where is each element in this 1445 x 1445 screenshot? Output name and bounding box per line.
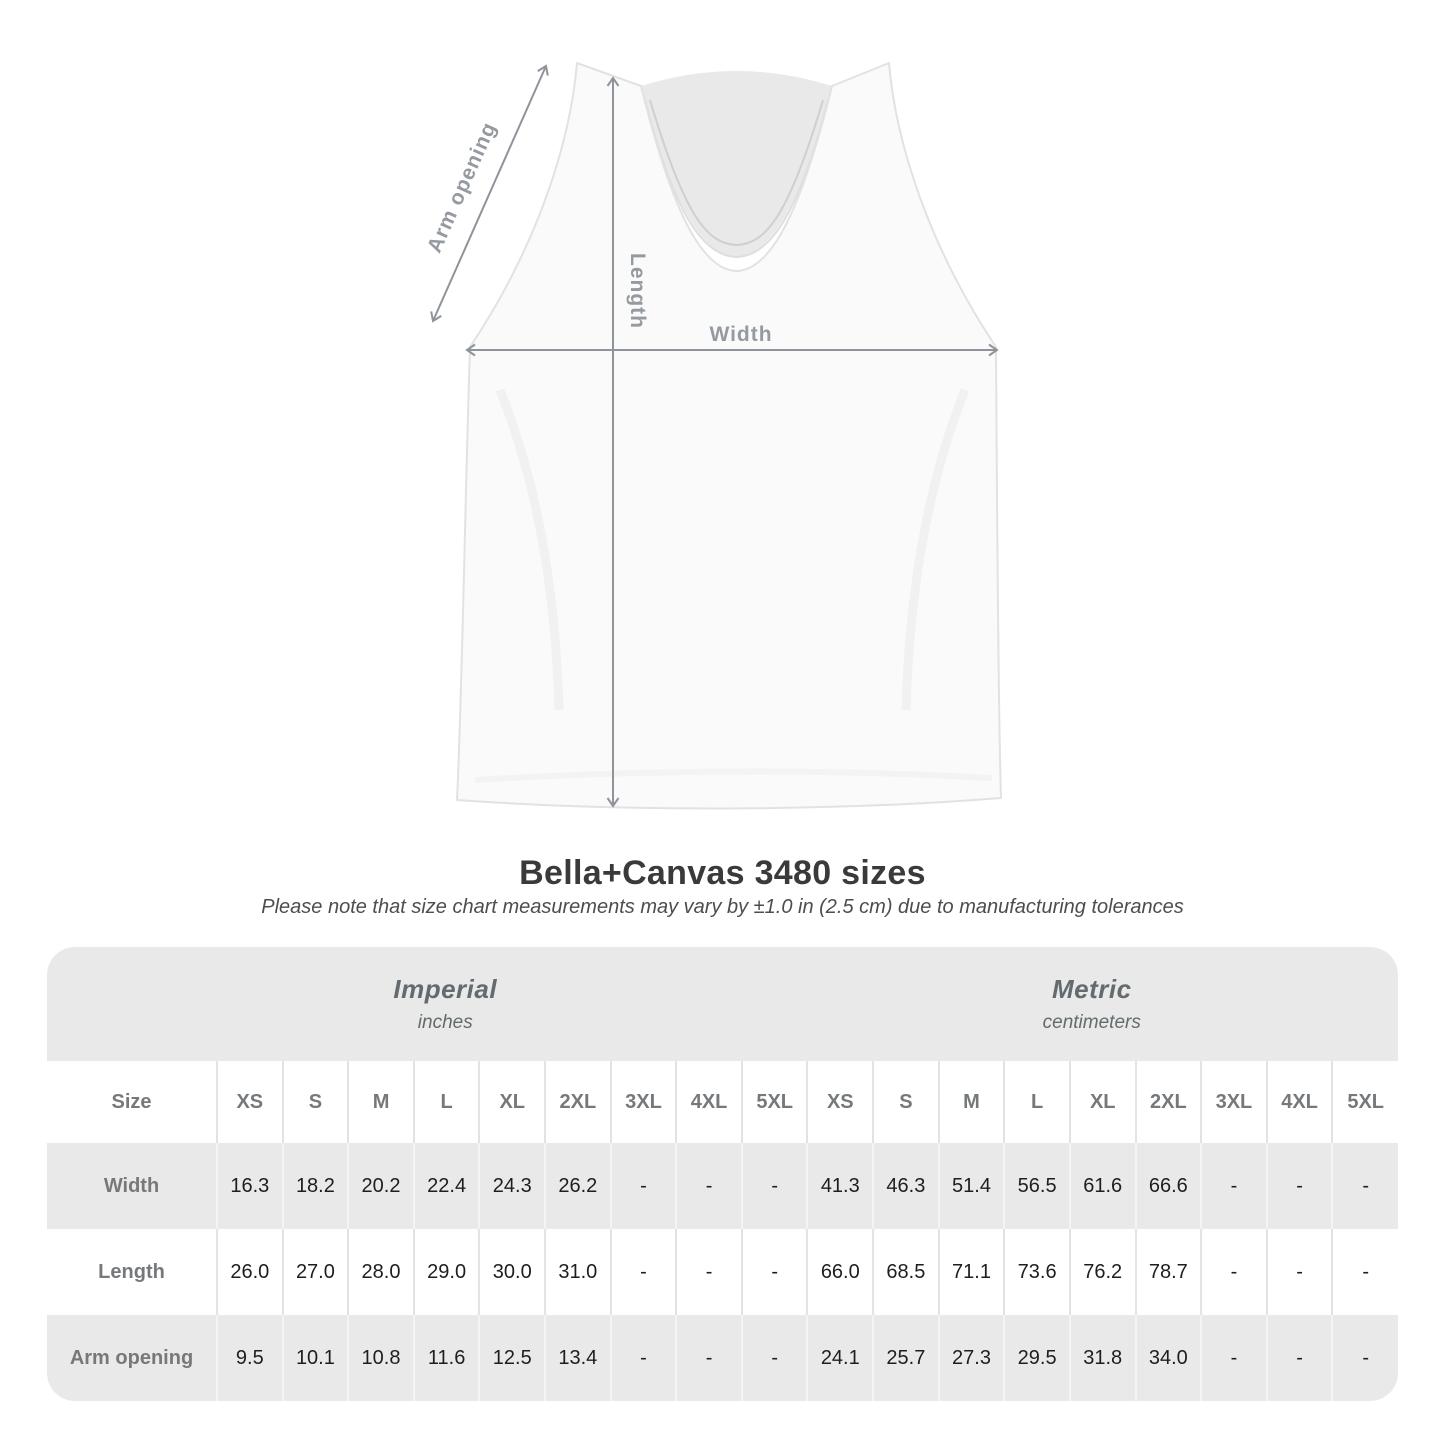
measurement-cell: -: [1267, 1143, 1333, 1229]
arm-opening-label: Arm opening: [422, 118, 502, 257]
size-col-header: 4XL: [676, 1061, 742, 1143]
measurement-cell: -: [742, 1315, 808, 1401]
measurement-cell: 73.6: [1004, 1229, 1070, 1315]
measurement-cell: 16.3: [217, 1143, 283, 1229]
page-title: Bella+Canvas 3480 sizes: [519, 854, 926, 892]
measurement-cell: -: [1201, 1143, 1267, 1229]
measurement-cell: 30.0: [479, 1229, 545, 1315]
size-col-header: L: [1004, 1061, 1070, 1143]
measurement-cell: 66.6: [1136, 1143, 1202, 1229]
imperial-group-header: [47, 947, 807, 1061]
measurement-cell: -: [676, 1143, 742, 1229]
size-col-header: 3XL: [611, 1061, 677, 1143]
size-header-row: [47, 1061, 1398, 1143]
measurement-cell: 12.5: [479, 1315, 545, 1401]
measurement-cell: 31.0: [545, 1229, 611, 1315]
size-col-header: M: [348, 1061, 414, 1143]
measurement-cell: -: [611, 1315, 677, 1401]
size-col-header: L: [414, 1061, 480, 1143]
measurement-cell: 27.3: [939, 1315, 1005, 1401]
size-col-header: 2XL: [1136, 1061, 1202, 1143]
size-col-header: 5XL: [742, 1061, 808, 1143]
measurement-cell: 41.3: [807, 1143, 873, 1229]
imperial-group-label: Imperial: [393, 974, 498, 1004]
measurement-cell: 10.1: [283, 1315, 349, 1401]
table-row: [47, 1229, 1398, 1315]
size-col-header: 3XL: [1201, 1061, 1267, 1143]
size-col-header: 2XL: [545, 1061, 611, 1143]
size-table-card: [47, 947, 1398, 1401]
size-col-header: S: [873, 1061, 939, 1143]
measurement-cell: -: [1201, 1229, 1267, 1315]
measurement-cell: 51.4: [939, 1143, 1005, 1229]
imperial-unit-label: inches: [417, 1012, 473, 1033]
length-label: Length: [626, 253, 649, 329]
size-column-header: Size: [47, 1061, 217, 1143]
measurement-cell: 24.1: [807, 1315, 873, 1401]
measurement-cell: 11.6: [414, 1315, 480, 1401]
measurement-cell: 78.7: [1136, 1229, 1202, 1315]
unit-group-row: [47, 947, 1398, 1061]
measurement-cell: 68.5: [873, 1229, 939, 1315]
size-col-header: 4XL: [1267, 1061, 1333, 1143]
measurement-cell: -: [1332, 1229, 1398, 1315]
table-row: [47, 1315, 1398, 1401]
measurement-cell: -: [676, 1229, 742, 1315]
measurement-cell: 27.0: [283, 1229, 349, 1315]
width-label: Width: [709, 323, 773, 346]
measurement-cell: 29.0: [414, 1229, 480, 1315]
measurement-cell: 29.5: [1004, 1315, 1070, 1401]
measurement-cell: -: [1267, 1315, 1333, 1401]
row-label: Arm opening: [69, 1346, 194, 1369]
measurement-cell: 56.5: [1004, 1143, 1070, 1229]
measurement-cell: 9.5: [217, 1315, 283, 1401]
measurement-cell: 26.0: [217, 1229, 283, 1315]
measurement-cell: 22.4: [414, 1143, 480, 1229]
metric-group-header: [807, 947, 1398, 1061]
measurement-cell: 34.0: [1136, 1315, 1202, 1401]
measurement-cell: 26.2: [545, 1143, 611, 1229]
measurement-cell: 71.1: [939, 1229, 1005, 1315]
measurement-cell: 18.2: [283, 1143, 349, 1229]
measurement-cell: 28.0: [348, 1229, 414, 1315]
size-col-header: 5XL: [1332, 1061, 1398, 1143]
measurement-cell: -: [742, 1229, 808, 1315]
measurement-cell: 20.2: [348, 1143, 414, 1229]
measurement-cell: -: [611, 1143, 677, 1229]
measurement-cell: -: [1267, 1229, 1333, 1315]
table-row: [47, 1143, 1398, 1229]
measurement-cell: 24.3: [479, 1143, 545, 1229]
size-col-header: M: [939, 1061, 1005, 1143]
measurement-cell: 25.7: [873, 1315, 939, 1401]
size-col-header: XL: [479, 1061, 545, 1143]
measurement-cell: -: [742, 1143, 808, 1229]
measurement-cell: 66.0: [807, 1229, 873, 1315]
metric-unit-label: centimeters: [1042, 1012, 1141, 1033]
measurement-cell: -: [1332, 1315, 1398, 1401]
measurement-cell: 76.2: [1070, 1229, 1136, 1315]
size-col-header: XS: [807, 1061, 873, 1143]
measurement-cell: -: [676, 1315, 742, 1401]
size-table: [47, 947, 1398, 1401]
row-label: Length: [98, 1260, 165, 1283]
measurement-cell: 31.8: [1070, 1315, 1136, 1401]
size-col-header: XL: [1070, 1061, 1136, 1143]
row-label: Width: [103, 1174, 160, 1197]
metric-group-label: Metric: [1051, 974, 1132, 1004]
measurement-cell: 46.3: [873, 1143, 939, 1229]
size-col-header: S: [283, 1061, 349, 1143]
tank-top-illustration: [457, 63, 1001, 808]
tolerance-note: Please note that size chart measurements may vary by ±1.0 in (2.5 cm) due to manufacturing tolerances: [261, 896, 1184, 918]
size-col-header: XS: [217, 1061, 283, 1143]
measurement-cell: 10.8: [348, 1315, 414, 1401]
measurement-cell: 13.4: [545, 1315, 611, 1401]
measurement-cell: 61.6: [1070, 1143, 1136, 1229]
measurement-cell: -: [1201, 1315, 1267, 1401]
measurement-cell: -: [1332, 1143, 1398, 1229]
measurement-cell: -: [611, 1229, 677, 1315]
